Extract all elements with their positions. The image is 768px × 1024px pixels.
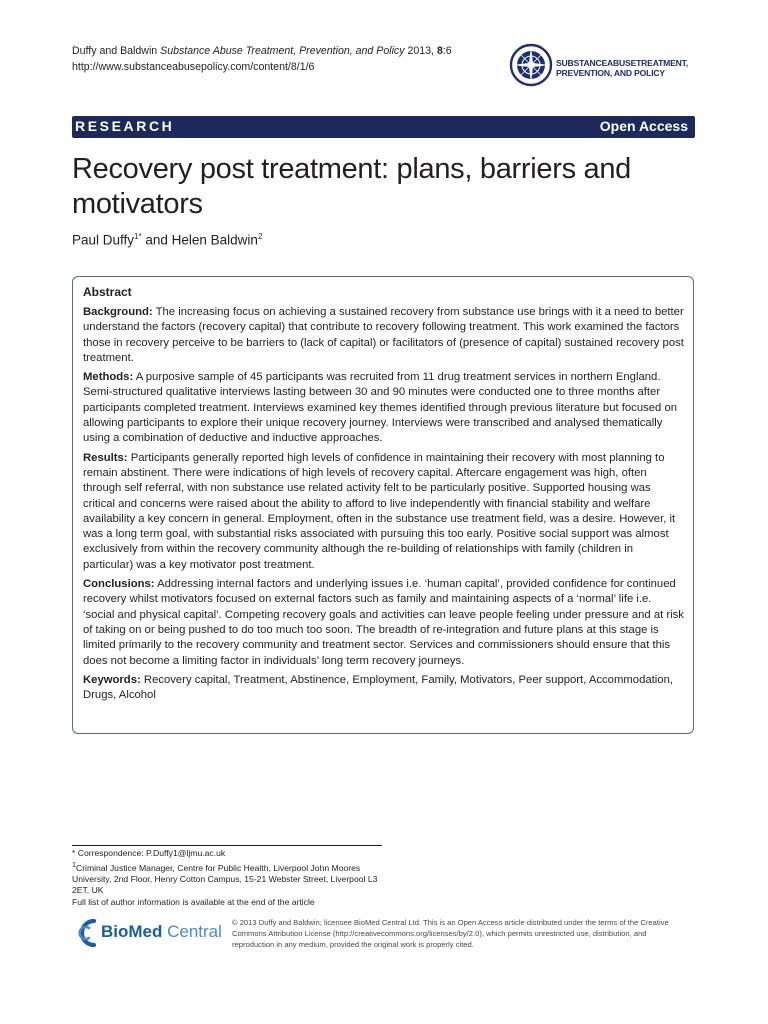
abstract-heading: Abstract	[83, 285, 132, 299]
citation-article-number: :6	[442, 45, 452, 57]
abstract-section-label: Conclusions:	[83, 578, 155, 591]
citation-authors: Duffy and Baldwin	[72, 45, 161, 57]
correspondence-note[interactable]: * Correspondence: P.Duffy1@ljmu.ac.uk	[72, 848, 226, 858]
article-type-band	[72, 116, 695, 138]
abstract-section	[83, 451, 684, 573]
abstract-section-label: Methods:	[83, 371, 134, 384]
abstract-section-text: The increasing focus on achieving a sustained recovery from substance use brings with it a need to better understand the factors (recovery capital) that contribute to recovery following treatment. This work examined the factors those in recovery perceive to be barriers to (lack of capital) or facilitators of (presence of capital) sustained recovery post treatment.	[83, 306, 684, 364]
author-affiliation-marker[interactable]: 1*	[134, 232, 142, 241]
citation-line	[72, 43, 452, 59]
abstract-box	[72, 276, 694, 734]
open-access-label: Open Access	[599, 118, 688, 134]
abstract-section-label: Background:	[83, 306, 153, 318]
abstract-section-text: A purposive sample of 45 participants was recruited from 11 drug treatment services in northern England. Semi-structured qualitative interviews lasting between 30 and 90 minutes were conducted one to three months after participants completed treatment. Interviews examined key themes identified through previous literature but focused on allowing participants to explore their unique recovery journey. Interviews were transcribed and analysed thematically using a combination of deductive and inductive approaches.	[83, 371, 678, 445]
author-list	[72, 232, 262, 248]
abstract-keywords	[83, 673, 684, 704]
biomed-central-icon	[72, 916, 102, 950]
author-name: Paul Duffy	[72, 232, 135, 248]
citation-volume: 8	[436, 45, 443, 57]
affiliation-note	[72, 860, 382, 897]
biomed-central-wordmark	[101, 922, 222, 942]
citation-header	[72, 43, 452, 75]
abstract-section	[83, 577, 684, 669]
compass-icon	[508, 42, 554, 88]
article-title: Recovery post treatment: plans, barriers and motivators	[72, 153, 632, 220]
biomed-wordmark-part1: BioMed	[101, 922, 163, 941]
article-url[interactable]: http://www.substanceabusepolicy.com/content/8/1/6	[72, 61, 315, 73]
affiliation-marker: 1	[72, 860, 76, 869]
biomed-wordmark-part2: Central	[162, 922, 222, 941]
author-info-note: Full list of author information is available at the end of the article	[72, 896, 315, 907]
abstract-section-text: Addressing internal factors and underlying issues i.e. ‘human capital’, provided confidence for continued recovery whilst motivators focused on external factors such as family and maintaining aspects of a ‘normal’ life i.e. ‘social and physical capital’. Competing recovery goals and activities can leave people feeling under pressure and at risk of taking on or being pushed to do too much too soon. The breadth of re-integration and future plans at this stage is limited primarily to the recovery community and treatment sector. Services and commissioners should ensure that this does not become a limiting factor in individuals’ long term recovery journeys.	[83, 578, 684, 667]
author-affiliation-marker[interactable]: 2	[257, 232, 263, 241]
abstract-section-label: Results:	[83, 451, 128, 464]
journal-name: Substance Abuse Treatment, Prevention, and Policy	[160, 45, 405, 57]
author-separator: and	[141, 232, 172, 248]
citation-year: 2013,	[404, 45, 437, 57]
article-type-label: RESEARCH	[75, 118, 175, 134]
footnotes	[72, 845, 382, 908]
journal-logo	[508, 42, 708, 94]
journal-logo-line2: PREVENTION, AND POLICY	[556, 68, 665, 78]
biomed-central-logo[interactable]	[72, 916, 222, 950]
abstract-section-text: Participants generally reported high levels of confidence in maintaining their recovery with most planning to remain abstinent. There were indications of high levels of recovery capital. Aftercare engagement was high, often through self referral, with non substance use related activity felt to be particularly positive. Supported housing was critical and concerns were raised about the ability to afford to live independently with financial stability and welfare availability a key concern in general. Employment, often in the substance use treatment field, was a desire. However, it was a long term goal, with substantial risks associated with pursuing this too early. Positive social support was almost exclusively from within the recovery community although the re-building of relationships with family (children in particular) was a key motivator post treatment.	[83, 451, 676, 571]
affiliation-text: Criminal Justice Manager, Centre for Public Health, Liverpool John Moores University, 2nd Floor, Henry Cotton Campus, 15-21 Webster Street, Liverpool L3 2ET, UK	[72, 862, 378, 896]
abstract-section	[83, 305, 684, 366]
abstract-section-label: Keywords:	[83, 673, 141, 686]
author-name: Helen Baldwin	[171, 232, 258, 248]
copyright-notice: © 2013 Duffy and Baldwin; licensee BioMed Central Ltd. This is an Open Access article distributed under the terms of the Creative Commons Attribution License (http://creativecommons.org/licenses/by/2.0), which permits unrestricted use, distribution, and reproduction in any medium, provided the original work is properly cited.	[232, 918, 669, 949]
abstract-section-text: Recovery capital, Treatment, Abstinence, Employment, Family, Motivators, Peer support, Accommodation, Drugs, Alcohol	[83, 673, 673, 702]
journal-logo-line1: SUBSTANCEABUSETREATMENT,	[556, 58, 688, 68]
abstract-section	[83, 370, 684, 446]
journal-logo-text	[556, 58, 688, 78]
